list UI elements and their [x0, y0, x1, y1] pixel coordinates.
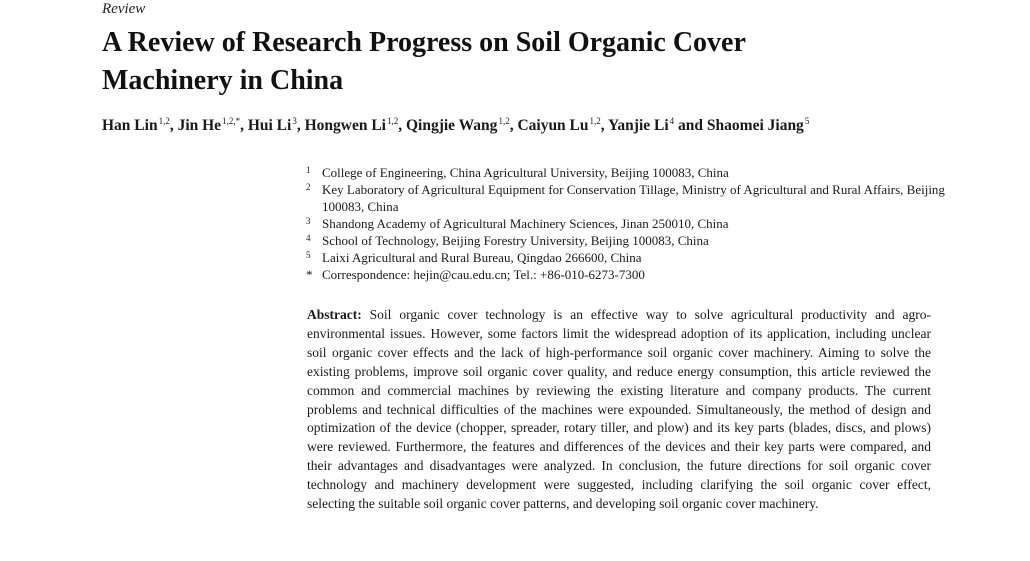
- affiliation-mark: 3: [306, 216, 311, 226]
- author-separator: and: [674, 117, 704, 134]
- affiliation-mark: 5: [306, 250, 311, 260]
- affiliation: [306, 215, 946, 232]
- article-type: Review: [102, 1, 146, 17]
- author-separator: ,: [398, 117, 403, 134]
- author-name: Hongwen Li: [304, 117, 386, 134]
- affiliation: [306, 164, 946, 181]
- author-name: Qingjie Wang: [405, 117, 498, 134]
- author: [406, 117, 514, 134]
- affiliation-mark: 1: [306, 165, 311, 175]
- author-separator: ,: [509, 117, 514, 134]
- author: [305, 117, 403, 134]
- author-affil-mark: 1,2: [589, 116, 601, 126]
- author-name: Shaomei Jiang: [706, 117, 804, 134]
- author-affil-mark: 1,2: [386, 116, 399, 126]
- author-separator: ,: [169, 117, 174, 134]
- abstract: [307, 306, 931, 514]
- affiliation-mark: 4: [306, 233, 311, 243]
- author-separator: ,: [240, 117, 244, 134]
- author-separator: ,: [296, 117, 301, 134]
- affiliation-text: Shandong Academy of Agricultural Machinery Sciences, Jinan 250010, China: [322, 216, 729, 231]
- affiliation: [306, 249, 946, 266]
- correspondence-mark: *: [306, 267, 313, 282]
- author-name: Caiyun Lu: [517, 117, 589, 134]
- affiliation: [306, 232, 946, 249]
- author-list: [102, 116, 982, 135]
- author: [608, 117, 703, 134]
- correspondence: [306, 266, 946, 283]
- abstract-text: Soil organic cover technology is an effective way to solve agricultural productivity and agro-environmental issues. However, some factors limit the widespread adoption of its application, including unclear soil organic cover effects and the lack of high-performance soil organic cover machinery. Aiming to solve the existing problems, improve soil organic cover quality, and reduce energy consumption, this article reviewed the common and commercial machines by reviewing the existing literature and company products. The current problems and technical difficulties of the machines were expounded. Simultaneously, the method of design and optimization of the device (chopper, spreader, rotary tiller, and plow) and its key parts (blades, discs, and plows) were reviewed. Furthermore, the features and differences of the devices and their key parts were compared, and their advantages and disadvantages were analyzed. In conclusion, the future directions for soil organic cover technology and machinery development were suggested, including clarifying the soil organic cover effect, selecting the suitable soil organic cover patterns, and developing soil organic cover machinery.: [307, 307, 931, 512]
- author: [248, 117, 301, 134]
- affiliation-mark: 2: [306, 182, 311, 192]
- author: [707, 117, 809, 134]
- author-name: Hui Li: [247, 117, 292, 134]
- author-affil-mark: 1,2: [158, 116, 170, 126]
- author-name: Yanjie Li: [607, 117, 669, 134]
- author: [178, 117, 244, 134]
- correspondence-text: Correspondence: hejin@cau.edu.cn; Tel.: +86-010-6273-7300: [322, 267, 645, 282]
- author-name: Jin He: [177, 117, 222, 134]
- author-affil-mark: 1,2: [498, 116, 510, 126]
- affiliation: [306, 181, 946, 215]
- author-separator: ,: [600, 117, 605, 134]
- author-affil-mark: 5: [804, 116, 810, 126]
- author-name: Han Lin: [102, 117, 158, 134]
- paper-title: A Review of Research Progress on Soil Organic Cover Machinery in China: [102, 27, 746, 96]
- affiliation-text: Key Laboratory of Agricultural Equipment for Conservation Tillage, Ministry of Agricultural and Rural Affairs, Beijing 100083, China: [322, 182, 945, 214]
- affiliation-text: College of Engineering, China Agricultural University, Beijing 100083, China: [322, 165, 729, 180]
- author: [102, 117, 174, 134]
- affiliation-text: Laixi Agricultural and Rural Bureau, Qingdao 266600, China: [322, 250, 642, 265]
- author: [517, 117, 604, 134]
- abstract-label: Abstract:: [307, 307, 362, 322]
- author-affil-mark: 3: [292, 116, 297, 126]
- affiliation-text: School of Technology, Beijing Forestry University, Beijing 100083, China: [322, 233, 709, 248]
- author-affil-mark: 4: [669, 116, 675, 126]
- affiliation-list: [306, 164, 946, 283]
- author-affil-mark: 1,2,*: [222, 116, 241, 126]
